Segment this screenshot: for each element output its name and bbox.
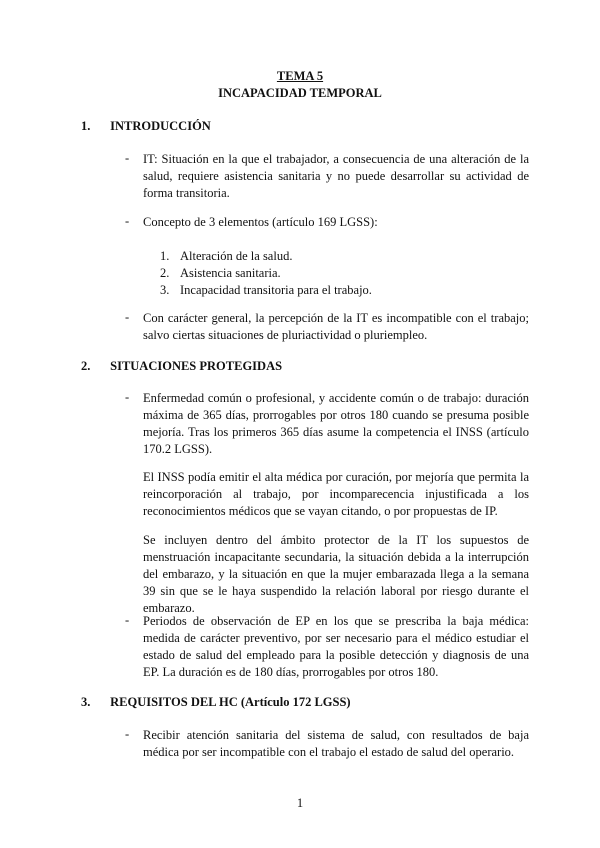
list-item: 3. Incapacidad transitoria para el trabajo.: [160, 283, 372, 297]
section-title: INTRODUCCIÓN: [110, 119, 211, 133]
indented-paragraph: Se incluyen dentro del ámbito protector de la IT los supuestos de menstruación incapacitante secundaria, la situación debida a la interrupción del embarazo, y la situación en que la mujer embarazada llega a la semana 39 sin que se le haya suspendido la relación laboral por riesgo durante el embarazo.: [143, 533, 529, 615]
list-item: 2. Asistencia sanitaria.: [160, 266, 281, 280]
bullet-dash: -: [125, 727, 130, 741]
bullet-paragraph: Con carácter general, la percepción de la IT es incompatible con el trabajo; salvo ciertas situaciones de pluriactividad o pluriempleo.: [143, 311, 529, 342]
indented-paragraph: El INSS podía emitir el alta médica por curación, por mejoría que permita la reincorporación al trabajo, por incomparecencia injustificada a los reconocimientos médicos que se vayan citando, o por propuestas de IP.: [143, 470, 529, 518]
section-heading-1: [81, 119, 211, 134]
bullet-dash: -: [125, 214, 130, 228]
section-heading-2: [81, 359, 282, 374]
section-title: SITUACIONES PROTEGIDAS: [110, 359, 283, 373]
section-number: 1.: [81, 119, 91, 133]
bullet-dash: -: [125, 390, 130, 404]
bullet-dash: -: [125, 151, 130, 165]
bullet-dash: -: [125, 310, 130, 324]
section-title: REQUISITOS DEL HC (Artículo 172 LGSS): [110, 695, 351, 709]
bullet-paragraph: Enfermedad común o profesional, y accidente común o de trabajo: duración máxima de 365 días, prorrogables por otros 180 cuando se presuma posible mejoría. Tras los primeros 365 días asume la competencia el INSS (artículo 170.2 LGSS).: [143, 391, 529, 456]
section-number: 2.: [81, 359, 91, 373]
doc-subtitle: INCAPACIDAD TEMPORAL: [218, 86, 382, 100]
bullet-dash: -: [125, 613, 130, 627]
section-number: 3.: [81, 695, 91, 709]
section-heading-3: [81, 695, 351, 710]
doc-title: TEMA 5: [276, 69, 324, 83]
numbered-list: [160, 248, 372, 299]
bullet-paragraph: Periodos de observación de EP en los que se prescriba la baja médica: medida de carácter preventivo, por ser necesario para el médico estudiar el estado de salud del empleado para la posible detección y diagnosis de una EP. La duración es de 180 días, prorrogables por otros 180.: [143, 614, 529, 679]
page-number: 1: [296, 796, 304, 810]
bullet-paragraph: Recibir atención sanitaria del sistema de salud, con resultados de baja médica por ser incompatible con el trabajo el estado de salud del operario.: [143, 728, 529, 759]
bullet-paragraph: IT: Situación en la que el trabajador, a consecuencia de una alteración de la salud, requiere asistencia sanitaria y no puede desarrollar su actividad de forma transitoria.: [143, 152, 529, 200]
list-item: 1. Alteración de la salud.: [160, 249, 293, 263]
bullet-paragraph: Concepto de 3 elementos (artículo 169 LGSS):: [143, 215, 378, 229]
